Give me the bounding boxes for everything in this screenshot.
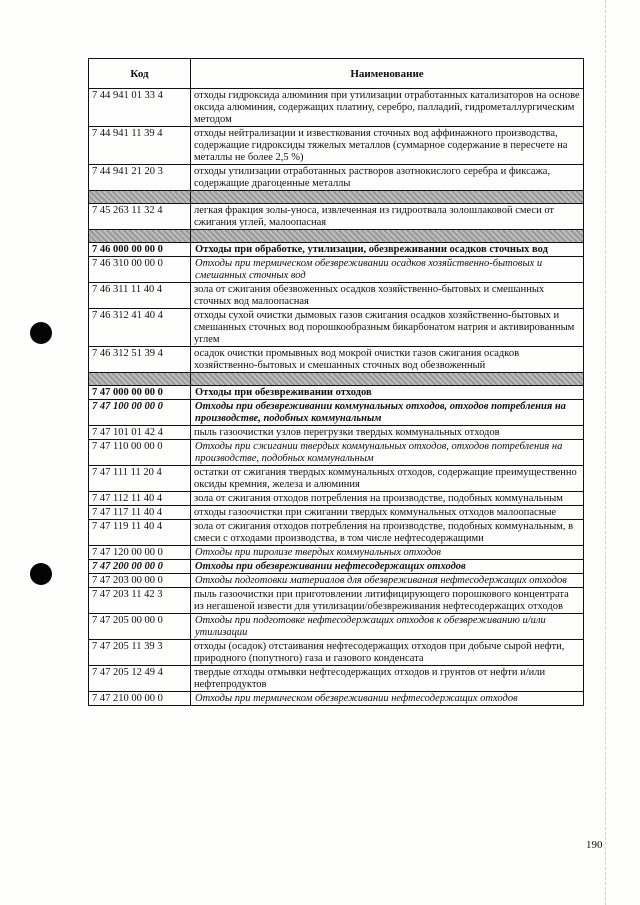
table-row (89, 640, 584, 666)
table-row (89, 614, 584, 640)
row-code: 7 44 941 21 20 3 (89, 165, 191, 191)
row-name: остатки от сжигания твердых коммунальных отходов, содержащие преимущественно оксиды кремния, железа и алюминия (191, 466, 584, 492)
row-code: 7 46 311 11 40 4 (89, 283, 191, 309)
table-header-row (89, 59, 584, 89)
shaded-separator-row (89, 191, 584, 204)
table-row (89, 588, 584, 614)
table-row (89, 243, 584, 257)
table-row (89, 204, 584, 230)
row-code: 7 47 100 00 00 0 (89, 400, 191, 426)
row-code: 7 47 101 01 42 4 (89, 426, 191, 440)
row-name: отходы газоочистки при сжигании твердых коммунальных отходов малоопасные (191, 506, 584, 520)
row-code: 7 45 263 11 32 4 (89, 204, 191, 230)
row-code: 7 46 312 41 40 4 (89, 309, 191, 347)
row-name: Отходы при обезвреживании коммунальных отходов, отходов потребления на производстве, подобных коммунальным (191, 400, 584, 426)
row-code: 7 44 941 11 39 4 (89, 127, 191, 165)
row-name: зола от сжигания отходов потребления на производстве, подобных коммунальным, в смеси с отходами производства, в том числе нефтесодержащими (191, 520, 584, 546)
table-row (89, 520, 584, 546)
table-row (89, 400, 584, 426)
row-name: Отходы при термическом обезвреживании нефтесодержащих отходов (191, 692, 584, 706)
row-code: 7 47 117 11 40 4 (89, 506, 191, 520)
row-name: пыль газоочистки узлов перегрузки твердых коммунальных отходов (191, 426, 584, 440)
row-name: твердые отходы отмывки нефтесодержащих отходов и грунтов от нефти и/или нефтепродуктов (191, 666, 584, 692)
row-name: отходы утилизации отработанных растворов азотнокислого серебра и фиксажа, содержащие драгоценные металлы (191, 165, 584, 191)
row-name: Отходы при термическом обезвреживании осадков хозяйственно-бытовых и смешанных сточных вод (191, 257, 584, 283)
row-code: 7 47 203 11 42 3 (89, 588, 191, 614)
row-code: 7 47 200 00 00 0 (89, 560, 191, 574)
waste-classifier-table (88, 58, 584, 706)
row-code: 7 47 120 00 00 0 (89, 546, 191, 560)
table-row (89, 574, 584, 588)
table-row (89, 440, 584, 466)
table-row (89, 386, 584, 400)
row-name: зола от сжигания обезвоженных осадков хозяйственно-бытовых и смешанных сточных вод малоопасная (191, 283, 584, 309)
row-name: Отходы подготовки материалов для обезвреживания нефтесодержащих отходов (191, 574, 584, 588)
table-row (89, 257, 584, 283)
table-row (89, 492, 584, 506)
table-row (89, 347, 584, 373)
row-code: 7 47 203 00 00 0 (89, 574, 191, 588)
shaded-separator-row (89, 373, 584, 386)
row-name: пыль газоочистки при приготовлении литифицирующего порошкового концентрата из негашеной извести для утилизации/обезвреживания нефтесодержащих отходов (191, 588, 584, 614)
table-row (89, 466, 584, 492)
row-code: 7 47 119 11 40 4 (89, 520, 191, 546)
row-name: Отходы при обезвреживании отходов (191, 386, 584, 400)
table-row (89, 309, 584, 347)
shaded-separator-row (89, 230, 584, 243)
row-name: осадок очистки промывных вод мокрой очистки газов сжигания осадков хозяйственно-бытовых и смешанных сточных вод обезвоженный (191, 347, 584, 373)
row-name: отходы сухой очистки дымовых газов сжигания осадков хозяйственно-бытовых и смешанных сточных вод порошкообразным бикарбонатом натрия и активированным углем (191, 309, 584, 347)
table-row (89, 89, 584, 127)
name-column-header: Наименование (191, 59, 584, 89)
table-row (89, 692, 584, 706)
row-code: 7 47 210 00 00 0 (89, 692, 191, 706)
table-row (89, 506, 584, 520)
row-code: 7 47 205 12 49 4 (89, 666, 191, 692)
row-name: Отходы при обезвреживании нефтесодержащих отходов (191, 560, 584, 574)
row-code: 7 47 205 11 39 3 (89, 640, 191, 666)
table-row (89, 666, 584, 692)
row-code: 7 46 000 00 00 0 (89, 243, 191, 257)
binder-hole-bottom (30, 563, 52, 585)
row-name: Отходы при пиролизе твердых коммунальных отходов (191, 546, 584, 560)
table-row (89, 283, 584, 309)
row-code: 7 47 000 00 00 0 (89, 386, 191, 400)
table-row (89, 560, 584, 574)
row-name: отходы нейтрализации и известкования сточных вод аффинажного производства, содержащие гидроксиды тяжелых металлов (суммарное содержание в пересчете на металлы не более 2,5 %) (191, 127, 584, 165)
row-name: легкая фракция золы-уноса, извлеченная из гидроотвала золошлаковой смеси от сжигания углей, малоопасная (191, 204, 584, 230)
page-number: 190 (586, 839, 603, 851)
row-code: 7 46 310 00 00 0 (89, 257, 191, 283)
row-code: 7 46 312 51 39 4 (89, 347, 191, 373)
page-edge-line (605, 0, 607, 905)
table-row (89, 426, 584, 440)
row-name: зола от сжигания отходов потребления на производстве, подобных коммунальным (191, 492, 584, 506)
table-row (89, 546, 584, 560)
row-code: 7 47 111 11 20 4 (89, 466, 191, 492)
row-name: Отходы при подготовке нефтесодержащих отходов к обезвреживанию и/или утилизации (191, 614, 584, 640)
row-code: 7 44 941 01 33 4 (89, 89, 191, 127)
code-column-header: Код (89, 59, 191, 89)
row-name: Отходы при сжигании твердых коммунальных отходов, отходов потребления на производстве, подобных коммунальным (191, 440, 584, 466)
row-name: Отходы при обработке, утилизации, обезвреживании осадков сточных вод (191, 243, 584, 257)
row-name: отходы (осадок) отстаивания нефтесодержащих отходов при добыче сырой нефти, природного (попутного) газа и газового конденсата (191, 640, 584, 666)
table-row (89, 165, 584, 191)
row-code: 7 47 112 11 40 4 (89, 492, 191, 506)
row-code: 7 47 110 00 00 0 (89, 440, 191, 466)
row-code: 7 47 205 00 00 0 (89, 614, 191, 640)
row-name: отходы гидроксида алюминия при утилизации отработанных катализаторов на основе оксида алюминия, содержащих платину, серебро, палладий, гидрометаллургическим методом (191, 89, 584, 127)
table-row (89, 127, 584, 165)
binder-hole-top (30, 322, 52, 344)
